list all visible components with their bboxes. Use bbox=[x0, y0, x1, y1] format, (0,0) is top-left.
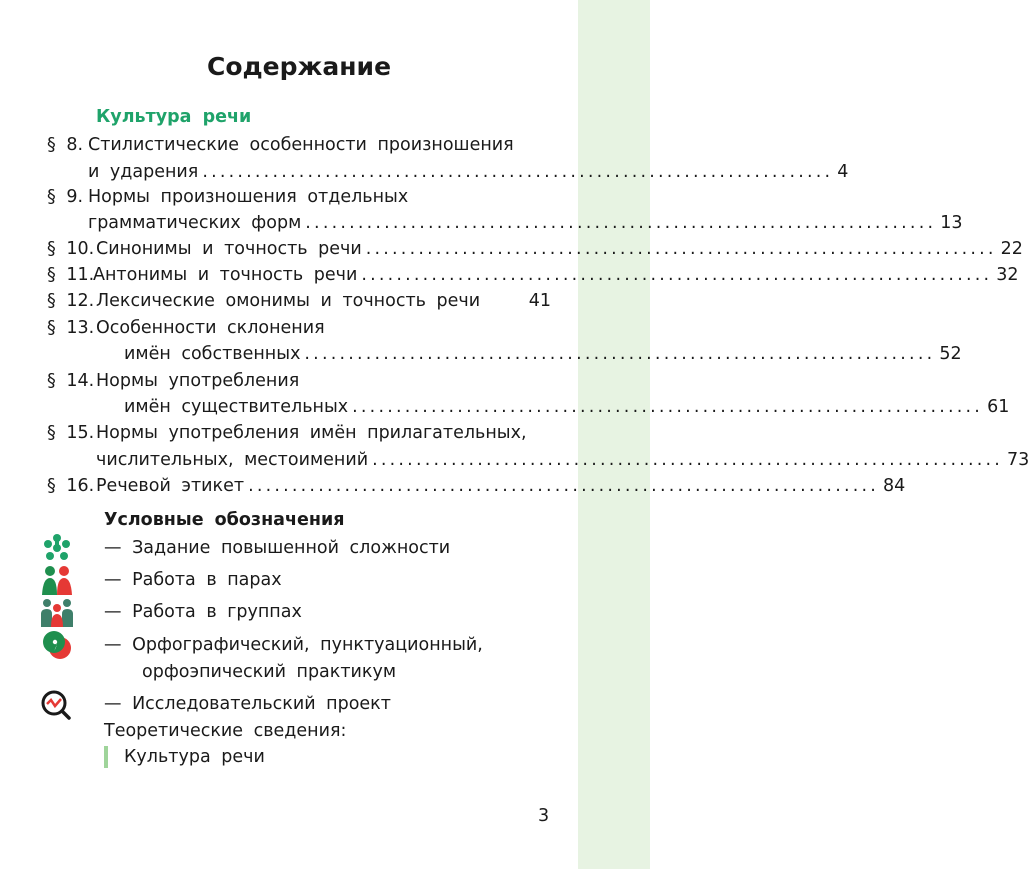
page-ref: 41 bbox=[528, 291, 551, 311]
section-title: Синонимы и точность речи bbox=[96, 239, 362, 259]
section-title: Речевой этикет bbox=[96, 476, 245, 496]
dot-leader: ........................................................................ bbox=[372, 450, 1004, 470]
toc-row[interactable] bbox=[47, 237, 1023, 261]
practicum-icon bbox=[40, 630, 74, 660]
page-title: Содержание bbox=[206, 52, 392, 81]
page-ref: 22 bbox=[1000, 239, 1023, 259]
pair-work-icon bbox=[40, 565, 74, 595]
legend-item: — Задание повышенной сложности bbox=[104, 538, 451, 558]
section-title: Особенности склонения bbox=[96, 318, 325, 338]
legend-item: — Орфографический, пунктуационный, bbox=[104, 635, 483, 655]
section-title: имён существительных bbox=[124, 397, 349, 417]
dot-leader: ........................................................................ bbox=[365, 239, 997, 259]
toc-row[interactable] bbox=[47, 289, 551, 313]
theory-marker-bar bbox=[104, 746, 108, 768]
toc-row bbox=[47, 369, 551, 393]
dot-leader: ........................................................................ bbox=[305, 213, 937, 233]
toc-row bbox=[47, 133, 551, 157]
section-number: § 13. bbox=[47, 318, 95, 338]
section-number: § 10. bbox=[47, 239, 95, 259]
legend-item: — Работа в группах bbox=[104, 602, 302, 622]
dot-leader: ........................................................................ bbox=[304, 344, 936, 364]
dot-leader: ........................................................................ bbox=[248, 476, 880, 496]
page-ref: 84 bbox=[883, 476, 906, 496]
theory-label: Теоретические сведения: bbox=[104, 721, 347, 741]
section-number: § 16. bbox=[47, 476, 95, 496]
asterisk-flower-icon bbox=[40, 533, 74, 563]
toc-row bbox=[47, 316, 551, 340]
section-title: Нормы употребления имён прилагательных, bbox=[96, 423, 527, 443]
section-title: Нормы употребления bbox=[96, 371, 300, 391]
page-ref: 32 bbox=[996, 265, 1019, 285]
section-title: имён собственных bbox=[124, 344, 301, 364]
toc-row bbox=[47, 185, 551, 209]
toc-row[interactable] bbox=[47, 263, 1019, 287]
section-title: Антонимы и точность речи bbox=[93, 265, 358, 285]
section-title: Стилистические особенности произношения bbox=[88, 135, 514, 155]
page-ref: 61 bbox=[987, 397, 1010, 417]
research-magnifier-icon bbox=[40, 690, 74, 720]
section-number: § 9. bbox=[47, 187, 84, 207]
page-ref: 4 bbox=[837, 162, 849, 182]
section-heading: Культура речи bbox=[96, 107, 252, 127]
dot-leader: ........................................................................ bbox=[361, 265, 993, 285]
section-number: § 12. bbox=[47, 291, 95, 311]
side-margin-strip bbox=[578, 0, 650, 869]
legend-item: — Исследовательский проект bbox=[104, 694, 391, 714]
toc-row[interactable] bbox=[124, 395, 1010, 419]
section-title: Лексические омонимы и точность речи bbox=[96, 291, 481, 311]
page-number: 3 bbox=[538, 806, 550, 826]
toc-row[interactable] bbox=[47, 474, 906, 498]
section-number: § 15. bbox=[47, 423, 95, 443]
section-number: § 14. bbox=[47, 371, 95, 391]
group-work-icon bbox=[40, 597, 74, 627]
toc-row[interactable] bbox=[88, 211, 963, 235]
section-title: и ударения bbox=[88, 162, 199, 182]
legend-item: — Работа в парах bbox=[104, 570, 282, 590]
section-title: Нормы произношения отдельных bbox=[88, 187, 409, 207]
dot-leader: ........................................................................ bbox=[352, 397, 984, 417]
toc-row[interactable] bbox=[88, 160, 849, 184]
toc-row[interactable] bbox=[124, 342, 962, 366]
page-ref: 52 bbox=[939, 344, 962, 364]
toc-row[interactable] bbox=[96, 448, 1029, 472]
section-title: грамматических форм bbox=[88, 213, 302, 233]
section-number: § 8. bbox=[47, 135, 84, 155]
page-ref: 13 bbox=[940, 213, 963, 233]
section-title: числительных, местоимений bbox=[96, 450, 369, 470]
toc-row bbox=[47, 421, 551, 445]
legend-heading: Условные обозначения bbox=[104, 510, 345, 530]
dot-leader: ........................................................................ bbox=[202, 162, 834, 182]
page-ref: 73 bbox=[1007, 450, 1029, 470]
legend-item-continuation: орфоэпический практикум bbox=[142, 662, 397, 682]
dot-leader bbox=[484, 289, 525, 313]
section-number: § 11. bbox=[47, 265, 95, 285]
theory-item: Культура речи bbox=[124, 747, 265, 767]
